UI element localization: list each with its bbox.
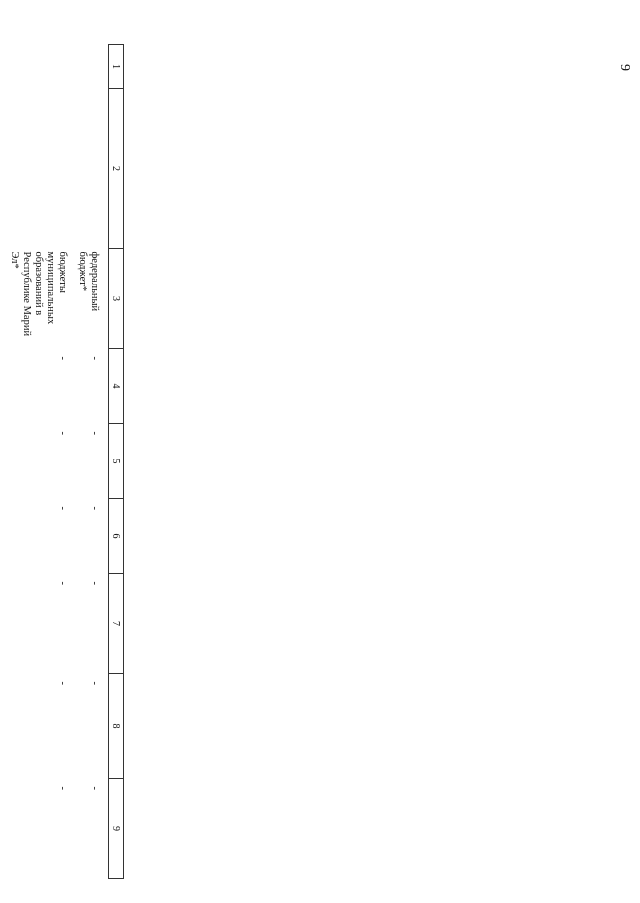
funding-source: федеральный бюджет* (77, 251, 100, 312)
column-header: 9 (109, 779, 124, 879)
value-cell: - (89, 431, 100, 435)
row-code (8, 45, 68, 89)
table-row (76, 45, 100, 879)
funding-source: бюджеты муниципальных образований в Республике Марий Эл* (9, 251, 68, 337)
column-header: 7 (109, 574, 124, 674)
value-cell: - (89, 506, 100, 510)
column-header: 5 (109, 424, 124, 499)
value-cell: - (89, 681, 100, 685)
row-title (8, 89, 68, 249)
value-cell: - (89, 581, 100, 585)
value-cell: - (57, 506, 68, 510)
value-cell: - (57, 356, 68, 360)
value-cell: - (89, 356, 100, 360)
column-header: 6 (109, 499, 124, 574)
value-cell: - (57, 431, 68, 435)
value-cell: - (57, 681, 68, 685)
rotated-table-container (0, 44, 124, 878)
row-title (76, 89, 100, 249)
column-header: 8 (109, 674, 124, 779)
row-code (76, 45, 100, 89)
value-cell: - (89, 786, 100, 790)
value-cell: - (57, 581, 68, 585)
budget-table (0, 44, 124, 879)
table-row (8, 45, 68, 879)
column-header: 3 (109, 249, 124, 349)
value-cell: - (57, 786, 68, 790)
column-header: 1 (109, 45, 124, 89)
header-row (109, 45, 124, 879)
page-number: 9 (617, 64, 632, 71)
column-header: 4 (109, 349, 124, 424)
column-header: 2 (109, 89, 124, 249)
